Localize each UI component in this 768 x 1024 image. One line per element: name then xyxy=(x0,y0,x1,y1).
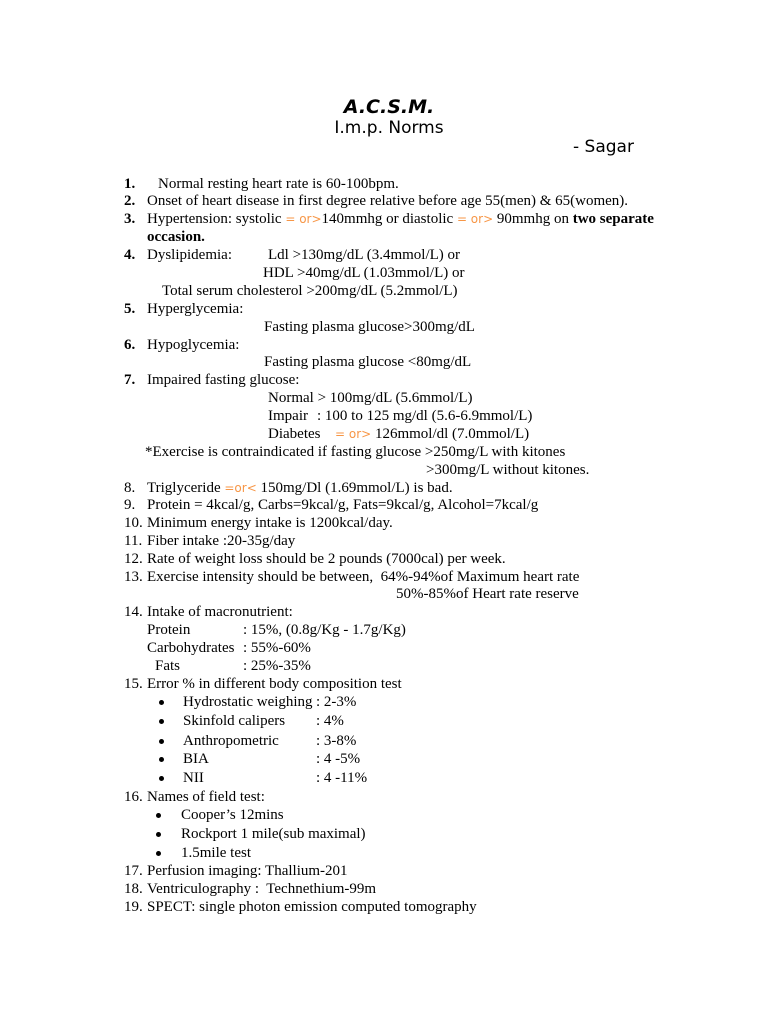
bullet-icon xyxy=(159,700,164,705)
bullet-icon xyxy=(159,776,164,781)
document-title: A.C.S.M. xyxy=(343,96,435,118)
list-item-label: Hyperglycemia: xyxy=(147,301,244,317)
list-item-text: Ventriculography : Technethium-99m xyxy=(147,881,377,897)
document-subtitle: I.m.p. Norms xyxy=(334,118,444,138)
list-item-text: Protein = 4kcal/g, Carbs=9kcal/g, Fats=9kcal/g, Alcohol=7kcal/g xyxy=(147,497,539,513)
operator-text: = or> xyxy=(456,212,494,226)
bullet-item-text: Rockport 1 mile(sub maximal) xyxy=(181,826,366,842)
bullet-item-name: Skinfold calipers xyxy=(183,713,286,729)
list-item-number: 9. xyxy=(124,497,136,513)
list-item-line xyxy=(147,479,453,497)
macronutrient-name: Fats xyxy=(155,658,181,674)
list-item-number: 15. xyxy=(124,676,143,692)
bullet-icon xyxy=(156,832,161,837)
bullet-item-text: Cooper’s 12mins xyxy=(181,807,284,823)
bullet-item-name: NII xyxy=(183,770,204,786)
list-item-text: Triglyceride xyxy=(147,480,225,496)
list-item-number: 7. xyxy=(124,372,136,388)
list-item-number: 10. xyxy=(124,515,143,531)
list-item-number: 1. xyxy=(124,176,136,192)
bullet-item-name: BIA xyxy=(183,751,209,767)
bullet-item-name: Hydrostatic weighing xyxy=(183,694,313,710)
list-item-text: Normal resting heart rate is 60-100bpm. xyxy=(158,176,399,192)
bullet-item-name: Anthropometric xyxy=(183,733,279,749)
list-item-text: Rate of weight loss should be 2 pounds (7000cal) per week. xyxy=(147,551,506,567)
operator-text: = or> xyxy=(335,427,372,441)
list-item-text: Names of field test: xyxy=(147,789,265,805)
list-item-text: 150mg/Dl (1.69mmol/L) is bad. xyxy=(256,480,453,496)
bullet-icon xyxy=(159,719,164,724)
list-item-text: 90mmhg on xyxy=(493,211,573,227)
list-item-text: SPECT: single photon emission computed tomography xyxy=(147,899,477,915)
macronutrient-value: : 55%-60% xyxy=(243,640,311,656)
list-item-number: 19. xyxy=(124,899,143,915)
footnote-text: >300mg/L without kitones. xyxy=(426,462,590,478)
list-item-sublabel: Diabetes xyxy=(268,426,321,442)
list-item-sublabel: Impair xyxy=(268,408,308,424)
list-item-subline: 50%-85%of Heart rate reserve xyxy=(396,586,579,602)
list-item-subvalue: : 100 to 125 mg/dl (5.6-6.9mmol/L) xyxy=(317,408,533,424)
list-item-text: 140mmhg or diastolic xyxy=(321,211,457,227)
list-item-subline: HDL >40mg/dL (1.03mmol/L) or xyxy=(263,265,465,281)
list-item-text: Intake of macronutrient: xyxy=(147,604,293,620)
bullet-item-value: : 2-3% xyxy=(316,694,357,710)
bullet-icon xyxy=(156,813,161,818)
list-item-text: Onset of heart disease in first degree relative before age 55(men) & 65(women). xyxy=(147,193,629,209)
bullet-icon xyxy=(156,851,161,856)
list-item-text: Fiber intake :20-35g/day xyxy=(147,533,296,549)
list-item-text: Exercise intensity should be between, 64%-94%of Maximum heart rate xyxy=(147,569,580,585)
document-author: - Sagar xyxy=(573,137,634,157)
bullet-item-value: : 4 -11% xyxy=(316,770,368,786)
list-item-number: 2. xyxy=(124,193,136,209)
list-item-number: 4. xyxy=(124,247,136,263)
list-item-label: Dyslipidemia: xyxy=(147,247,232,263)
list-item-subline: Total serum cholesterol >200mg/dL (5.2mmol/L) xyxy=(162,283,458,299)
list-item-line xyxy=(147,210,654,228)
emphasis-text: two separate xyxy=(572,211,654,227)
macronutrient-value: : 25%-35% xyxy=(243,658,311,674)
operator-text: =or< xyxy=(224,481,257,495)
footnote-text: *Exercise is contraindicated if fasting glucose >250mg/L with kitones xyxy=(145,444,566,460)
list-item-number: 16. xyxy=(124,789,143,805)
bullet-icon xyxy=(159,757,164,762)
list-item-text: Error % in different body composition test xyxy=(147,676,402,692)
macronutrient-name: Carbohydrates xyxy=(147,640,235,656)
macronutrient-name: Protein xyxy=(147,622,191,638)
list-item-number: 6. xyxy=(124,337,136,353)
list-item-number: 13. xyxy=(124,569,143,585)
bullet-item-value: : 3-8% xyxy=(316,733,357,749)
operator-text: = or> xyxy=(285,212,322,226)
list-item-number: 5. xyxy=(124,301,136,317)
macronutrient-value: : 15%, (0.8g/Kg - 1.7g/Kg) xyxy=(243,622,406,638)
list-item-label: Hypoglycemia: xyxy=(147,337,240,353)
bullet-item-value: : 4% xyxy=(316,713,344,729)
list-item-number: 18. xyxy=(124,881,143,897)
list-item-subline: Fasting plasma glucose <80mg/dL xyxy=(264,354,472,370)
list-item-subline: Ldl >130mg/dL (3.4mmol/L) or xyxy=(268,247,461,263)
list-item-subline: Fasting plasma glucose>300mg/dL xyxy=(264,319,475,335)
list-item-number: 14. xyxy=(124,604,143,620)
list-item-number: 12. xyxy=(124,551,143,567)
list-item-number: 11. xyxy=(124,533,143,549)
bullet-item-text: 1.5mile test xyxy=(181,845,251,861)
bullet-item-value: : 4 -5% xyxy=(316,751,361,767)
list-item-text: Perfusion imaging: Thallium-201 xyxy=(147,863,348,879)
list-item-number: 8. xyxy=(124,480,136,496)
emphasis-text: occasion. xyxy=(147,229,205,245)
list-item-text: Hypertension: systolic xyxy=(147,211,286,227)
list-item-subvalue: 126mmol/dl (7.0mmol/L) xyxy=(371,426,530,442)
list-item-subline: Normal > 100mg/dL (5.6mmol/L) xyxy=(268,390,473,406)
list-item-text: Minimum energy intake is 1200kcal/day. xyxy=(147,515,393,531)
list-item-line xyxy=(335,425,529,443)
bullet-icon xyxy=(159,739,164,744)
list-item-number: 17. xyxy=(124,863,143,879)
list-item-label: Impaired fasting glucose: xyxy=(147,372,300,388)
list-item-number: 3. xyxy=(124,211,136,227)
